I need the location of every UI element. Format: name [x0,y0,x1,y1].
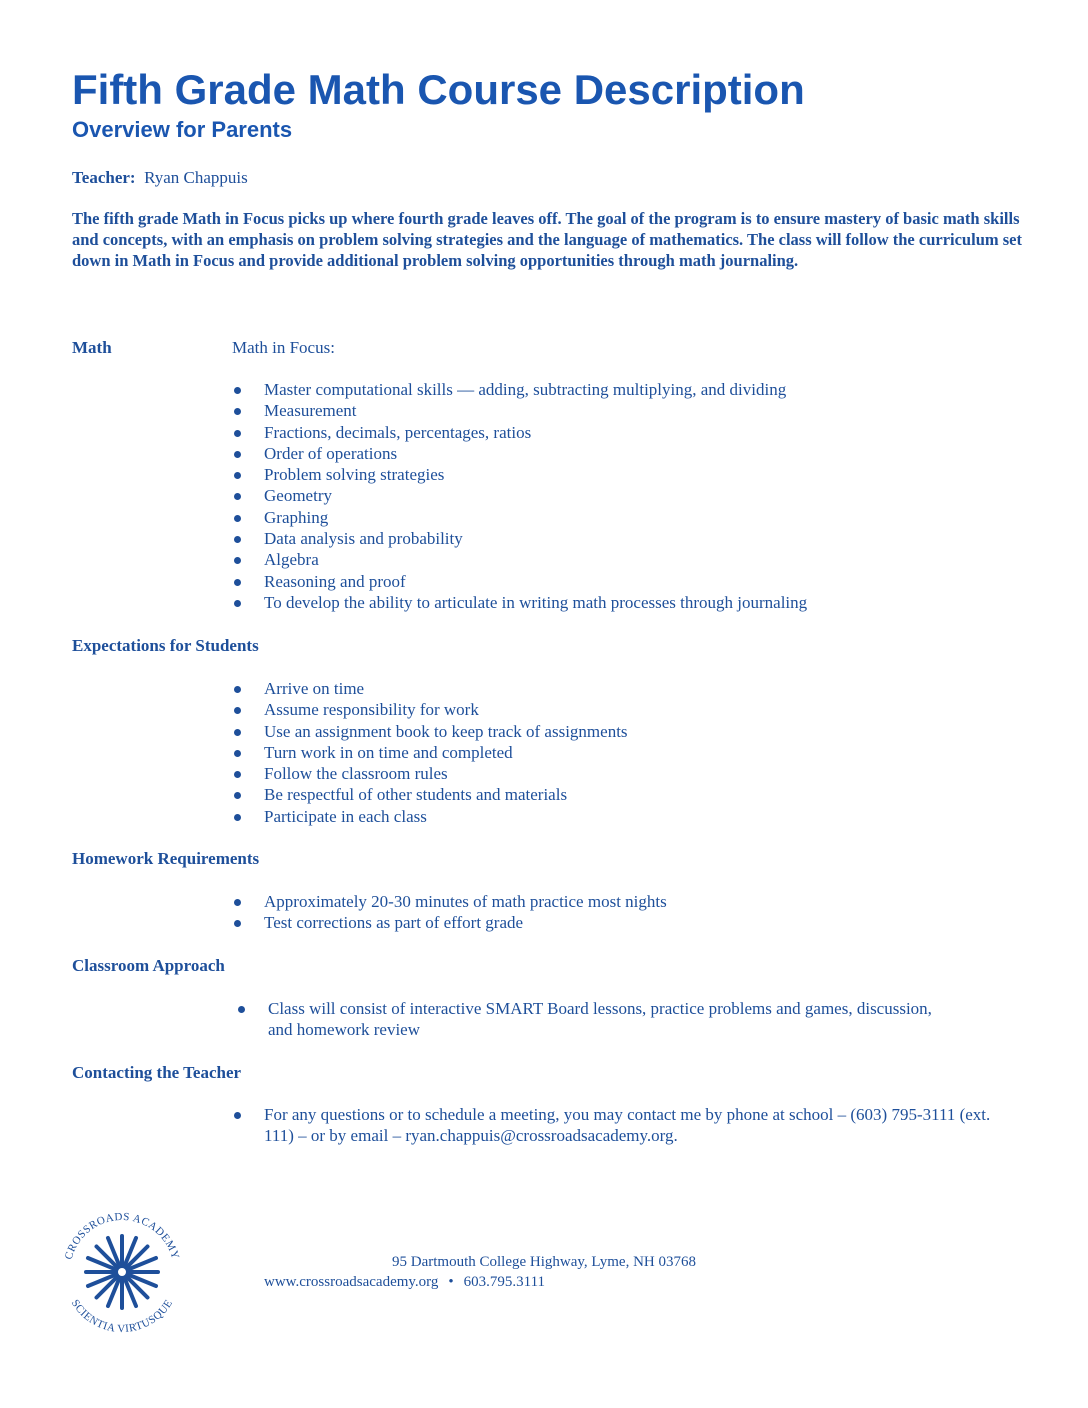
list-item [232,806,628,827]
list-item-text: Order of operations [264,443,398,463]
list-item-text: Master computational skills — adding, subtracting multiplying, and dividing [264,380,787,399]
list-item [232,1104,992,1147]
list-item [232,912,667,933]
list-item-text: Follow the classroom rules [264,764,448,784]
bullet-icon [234,408,241,415]
footer-website-link[interactable]: www.crossroadsacademy.org [264,1274,439,1290]
page-title: Fifth Grade Math Course Description [72,66,805,113]
list-item [232,699,628,720]
list-item-text: Fractions, decimals, percentages, ratios [264,422,532,442]
list-item [232,763,628,784]
bullet-icon [234,387,241,394]
section-heading-contact: Contacting the Teacher [72,1063,242,1082]
list-item-text: Reasoning and proof [264,571,406,591]
teacher-line [72,166,248,190]
list-item [232,443,807,464]
section-heading-approach: Classroom Approach [72,956,225,975]
list-item [232,528,807,549]
list-item-text: Turn work in on time and completed [264,742,513,762]
math-subheading: Math in Focus: [232,338,335,357]
approach-list [236,998,956,1041]
bullet-icon [234,493,241,500]
bullet-icon [234,557,241,564]
bullet-icon [234,451,241,458]
list-item [232,784,628,805]
list-item-text: Problem solving strategies [264,465,445,485]
list-item-text: Participate in each class [264,806,427,826]
section-heading-expectations: Expectations for Students [72,636,259,655]
bullet-icon [234,600,241,607]
footer-contact-line [264,1272,545,1292]
list-item-text: Be respectful of other students and materials [264,785,568,805]
list-item [232,721,628,742]
list-item [232,464,807,485]
list-item-text: Measurement [264,401,357,421]
footer-separator: • [448,1274,454,1290]
bullet-icon [234,729,241,736]
list-item-text: Class will consist of interactive SMART Board lessons, practice problems and games, discussion, and homework review [268,999,932,1040]
crossroads-academy-logo [54,1204,190,1340]
list-item [232,507,807,528]
list-item-text: Use an assignment book to keep track of assignments [264,721,628,741]
footer-phone: 603.795.3111 [463,1274,546,1290]
list-item-text: For any questions or to schedule a meeting, you may contact me by phone at school – (603) 795-3111 (ext. 111) – or by email – ryan.chappuis@crossroadsacademy.org. [264,1105,991,1146]
bullet-icon [234,430,241,437]
list-item [232,549,807,570]
list-item [236,998,956,1041]
list-item-text: Data analysis and probability [264,529,463,549]
teacher-label: Teacher: [72,168,136,187]
list-item-text: Graphing [264,507,329,527]
bullet-icon [234,750,241,757]
expectations-list [232,678,628,827]
intro-paragraph: The fifth grade Math in Focus picks up where fourth grade leaves off. The goal of the program is to ensure mastery of basic math skills and concepts, with an emphasis on problem solving strategies and the language of mathematics. The class will follow the curriculum set down in Math in Focus and provide additional problem solving opportunities through math journaling. [72,209,1022,270]
list-item [232,678,628,699]
math-topic-list [232,379,807,613]
list-item [232,379,807,400]
list-item [232,891,667,912]
section-heading-homework: Homework Requirements [72,849,260,868]
list-item-text: Assume responsibility for work [264,700,479,720]
bullet-icon [234,899,241,906]
list-item [232,400,807,421]
bullet-icon [234,686,241,693]
bullet-icon [234,792,241,799]
bullet-icon [234,579,241,586]
list-item-text: Algebra [264,550,319,570]
list-item [232,571,807,592]
list-item-text: Test corrections as part of effort grade [264,913,524,933]
page-subtitle: Overview for Parents [72,117,293,142]
list-item-text: Geometry [264,486,332,506]
section-heading-math: Math [72,338,112,357]
list-item-text: Approximately 20-30 minutes of math practice most nights [264,892,667,911]
logo-text-bottom: SCIENTIA VIRTUSQUE [68,1297,176,1336]
teacher-name: Ryan Chappuis [144,168,248,187]
list-item-text: Arrive on time [264,679,365,698]
list-item [232,742,628,763]
bullet-icon [238,1006,245,1013]
list-item [232,422,807,443]
bullet-icon [234,1112,241,1119]
bullet-icon [234,472,241,479]
list-item-text: To develop the ability to articulate in writing math processes through journaling [264,592,808,612]
homework-list [232,891,667,934]
bullet-icon [234,814,241,821]
list-item [232,592,807,613]
list-item [232,485,807,506]
bullet-icon [234,771,241,778]
logo-text-top: CROSSROADS ACADEMY [62,1210,182,1261]
bullet-icon [234,920,241,927]
bullet-icon [234,536,241,543]
contact-list [232,1104,992,1147]
bullet-icon [234,707,241,714]
bullet-icon [234,515,241,522]
footer-address: 95 Dartmouth College Highway, Lyme, NH 03768 [392,1254,696,1270]
